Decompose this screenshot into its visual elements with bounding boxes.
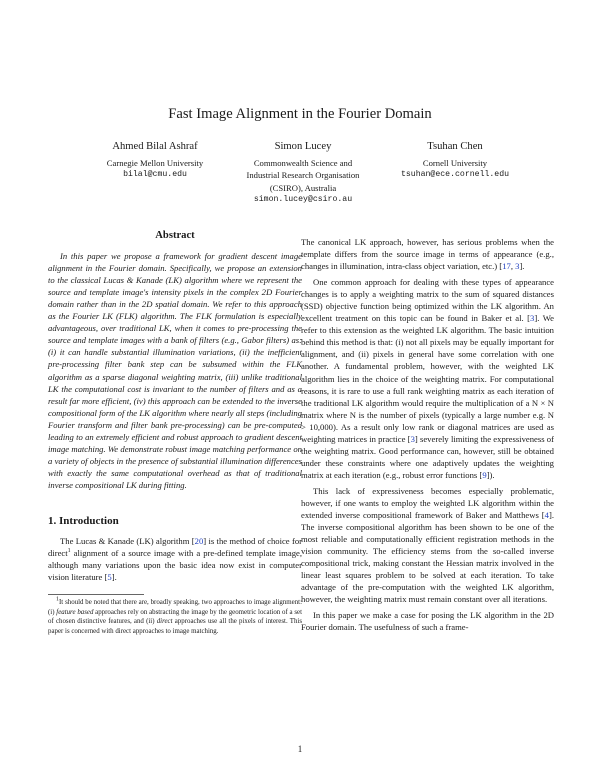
author-email: tsuhan@ece.cornell.edu — [400, 170, 510, 180]
citation-link[interactable]: 17 — [502, 261, 511, 272]
citation-link[interactable]: 5 — [107, 572, 112, 583]
body-paragraph: The canonical LK approach, however, has serious problems when the template differs from the source image in terms of appearance (e.g., changes in illumination, intra-class object variation, etc.) [17, 3]. — [301, 237, 554, 272]
citation-link[interactable]: 3 — [515, 261, 520, 272]
author-affiliation: (CSIRO), Australia — [269, 182, 337, 193]
intro-paragraph: The Lucas & Kanade (LK) algorithm [20] is the method of choice for direct$^1$ alignment of a source image with a pre-defined template image, although many variations upon the basic idea now exist in computer vision literature [5]. — [48, 536, 303, 583]
body-paragraph: This lack of expressiveness becomes especially problematic, however, if one wants to employ the weighted LK algorithm within the extended inverse compositional framework of Baker and Matthews [4]. The inverse compositional algorithm has been shown to be one of the most reliable and computationally efficient registration methods in the vision community. The efficiency stems from the so-called inverse compositional trick, making constant the Hessian matrix involved in the linear least squares problem to be solved at each iteration. To take advantage of the pre-computation with the weighted LK algorithm, however, the weighting matrix must remain constant over all iterations. — [301, 485, 554, 605]
paper-title: Fast Image Alignment in the Fourier Domain — [168, 106, 432, 122]
abstract-text: In this paper we propose a framework for gradient descent image alignment in the Fourier domain. Specifically, we propose an extension to the classical Lucas & Kanade (LK) algorithm where we represent the source and template image's intensity pixels in the complex 2D Fourier domain rather than in the 2D spatial domain. We refer to this approach as the Fourier LK (FLK) algorithm. The FLK formulation is especially advantageous, over traditional LK, when it comes to pre-processing the source and template images with a bank of filters (e.g., Gabor filters) as: (i) it can handle substantial illumination variations, (ii) the inefficient pre-processing filter bank step can be subsumed within the FLK algorithm as a sparse diagonal weighting matrix, (iii) unlike traditional LK the computational cost is invariant to the number of filters and as a result far more efficient, (iv) this approach can be extended to the inverse compositional form of the LK algorithm where nearly all steps (including Fourier transform and filter bank pre-processing) can be pre-computed leading to an extremely efficient and robust approach to gradient descent image matching. We demonstrate robust image matching performance on a variety of objects in the presence of substantial illumination differences with exactly the same computational overhead as that of traditional inverse compositional LK during fitting. — [48, 251, 302, 490]
body-paragraph: In this paper we make a case for posing the LK algorithm in the 2D Fourier domain. The usefulness of such a frame- — [301, 610, 554, 633]
introduction-heading: 1. Introduction — [48, 514, 119, 527]
citation-link[interactable]: 9 — [482, 469, 487, 480]
author-affiliation: Cornell University — [422, 158, 488, 168]
citation-link[interactable]: 4 — [544, 510, 549, 521]
author-name: Simon Lucey — [274, 141, 332, 152]
author-affiliation: Commonwealth Science and — [253, 158, 353, 168]
abstract-heading: Abstract — [155, 230, 195, 241]
author-name: Tsuhan Chen — [427, 141, 483, 152]
footnote-marker[interactable]: 1 — [67, 548, 71, 555]
author-email: bilal@cmu.edu — [123, 170, 187, 180]
author-affiliation: Industrial Research Organisation — [246, 170, 360, 181]
author-block-3 — [360, 140, 550, 182]
body-paragraph: One common approach for dealing with these types of appearance changes is to apply a weighting matrix to the sum of squared distances (SSD) objective function being optimized within the LK algorithm. An excellent treatment on this topic can be found in Baker et al. [3]. We refer to this extension as the weighted LK algorithm. The basic intuition behind this method is that: (i) not all pixels may be equally important for alignment, and (ii) pixels in general have some correlation with one another. A fundamental problem, however, with the weighted LK algorithm lies in the choice of the weighting matrix. For computational reasons, it is rare to use a full rank weighting matrix as each iteration of the traditional LK algorithm would require the multiplication of a N × N matrix where N is the number of pixels (typically a large number e.g. N > 10,000). As a result only low rank or diagonal matrices are used as weighting matrices in practice [3] severely limiting the expressiveness of the weighting matrix. Good performance can, however, still be obtained under these constraints where one adaptively updates the weighting matrix at each iteration (e.g., robust error functions [9]). — [301, 277, 554, 480]
author-name: Ahmed Bilal Ashraf — [112, 141, 198, 152]
left-column — [48, 230, 302, 636]
citation-link[interactable]: 3 — [530, 313, 535, 324]
right-column — [301, 236, 554, 634]
author-email: simon.lucey@csiro.au — [253, 195, 353, 205]
footnote-text: $^1$It should be noted that there are, broadly speaking, two approaches to image alignment: (i) feature based approaches rely on abstracting the image by the geometric location of a set of chosen distinctive features, and (ii) direct approaches use all the pixels of interest. This paper is concerned with direct approaches to image matching. — [48, 596, 303, 635]
footnote — [48, 598, 302, 636]
citation-link[interactable]: 3 — [410, 433, 415, 444]
footnote-divider — [48, 594, 144, 595]
citation-link[interactable]: 20 — [194, 536, 204, 547]
author-affiliation: Carnegie Mellon University — [106, 158, 204, 168]
page-number: 1 — [297, 744, 303, 754]
